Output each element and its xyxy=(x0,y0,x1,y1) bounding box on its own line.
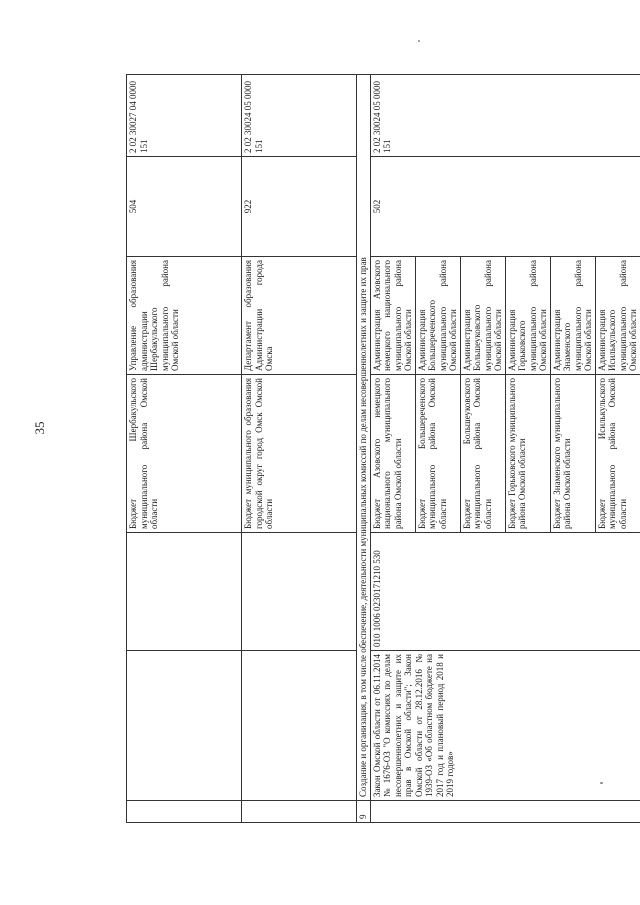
cell-empty xyxy=(370,801,640,823)
budget-cell: Бюджет Исилькульского муниципального района Омской области xyxy=(595,375,640,533)
table-row xyxy=(242,75,357,823)
admin-cell: Администрация Большереченского муниципального района Омской области xyxy=(415,257,460,375)
cell-empty xyxy=(242,801,357,823)
budget-cell: Бюджет Шербакульского муниципального района Омской области xyxy=(127,375,242,533)
admin-cell: Управление образования администрации Шербакульского муниципального района Омской области xyxy=(127,257,242,375)
kbk-cell: 2 02 30024 05 0000 151 xyxy=(242,75,357,157)
admin-cell: Администрация Знаменского муниципального района Омской области xyxy=(550,257,595,375)
budget-cell: Бюджет Азовского немецкого национального муниципального района Омской области xyxy=(370,375,415,533)
section-row xyxy=(357,75,371,823)
admin-cell: Администрация Азовского немецкого национального муниципального района Омской области xyxy=(370,257,415,375)
cell-empty xyxy=(127,801,242,823)
admin-cell: Департамент образования Администрации города Омска xyxy=(242,257,357,375)
budget-cell: Бюджет муниципального образования городской округ город Омск Омской области xyxy=(242,375,357,533)
table-row xyxy=(127,75,242,823)
table-row xyxy=(370,75,415,823)
code-cell: 502 xyxy=(370,157,640,257)
section-title: Создание и организация, в том числе обеспечение, деятельности муниципальных комиссий по делам несовершеннолетних и защите их прав xyxy=(357,75,371,801)
page-number: 35 xyxy=(32,421,47,435)
section-number: 9 xyxy=(357,801,371,823)
code-cell: 504 xyxy=(127,157,242,257)
code-cell: 922 xyxy=(242,157,357,257)
budget-cell: Бюджет Знаменского муниципального района Омской области xyxy=(550,375,595,533)
cell-empty xyxy=(127,651,242,801)
cell-empty xyxy=(242,651,357,801)
law-cell: Закон Омской области от 06.11.2014 № 1676-ОЗ "О комиссиях по делам несовершеннолетних и защите их прав в Омской области"; Закон Омской области от 28.12.2016 № 1939-ОЗ «Об областном бюджете на 2017 год и плановый период 2018 и 2019 годов» xyxy=(370,651,640,801)
budget-cell: Бюджет Большереченского муниципального района Омской области xyxy=(415,375,460,533)
kbk-cell: 2 02 30027 04 0000 151 xyxy=(127,75,242,157)
target-code-cell: 010 1006 0230171210 530 xyxy=(370,533,640,651)
budget-table xyxy=(126,74,640,823)
budget-cell: Бюджет Горьковского муниципального района Омской области xyxy=(505,375,550,533)
admin-cell: Администрация Большеуковского муниципального района Омской области xyxy=(460,257,505,375)
admin-cell: Администрация Горьковского муниципального района Омской области xyxy=(505,257,550,375)
cell-empty xyxy=(127,533,242,651)
cell-empty xyxy=(242,533,357,651)
rotated-table-wrapper xyxy=(126,75,640,823)
scan-dot xyxy=(418,40,420,42)
budget-cell: Бюджет Большеуковского муниципального района Омской области xyxy=(460,375,505,533)
kbk-cell: 2 02 30024 05 0000 151 xyxy=(370,75,640,157)
admin-cell: Администрация Исилькульского муниципального района Омской области xyxy=(595,257,640,375)
